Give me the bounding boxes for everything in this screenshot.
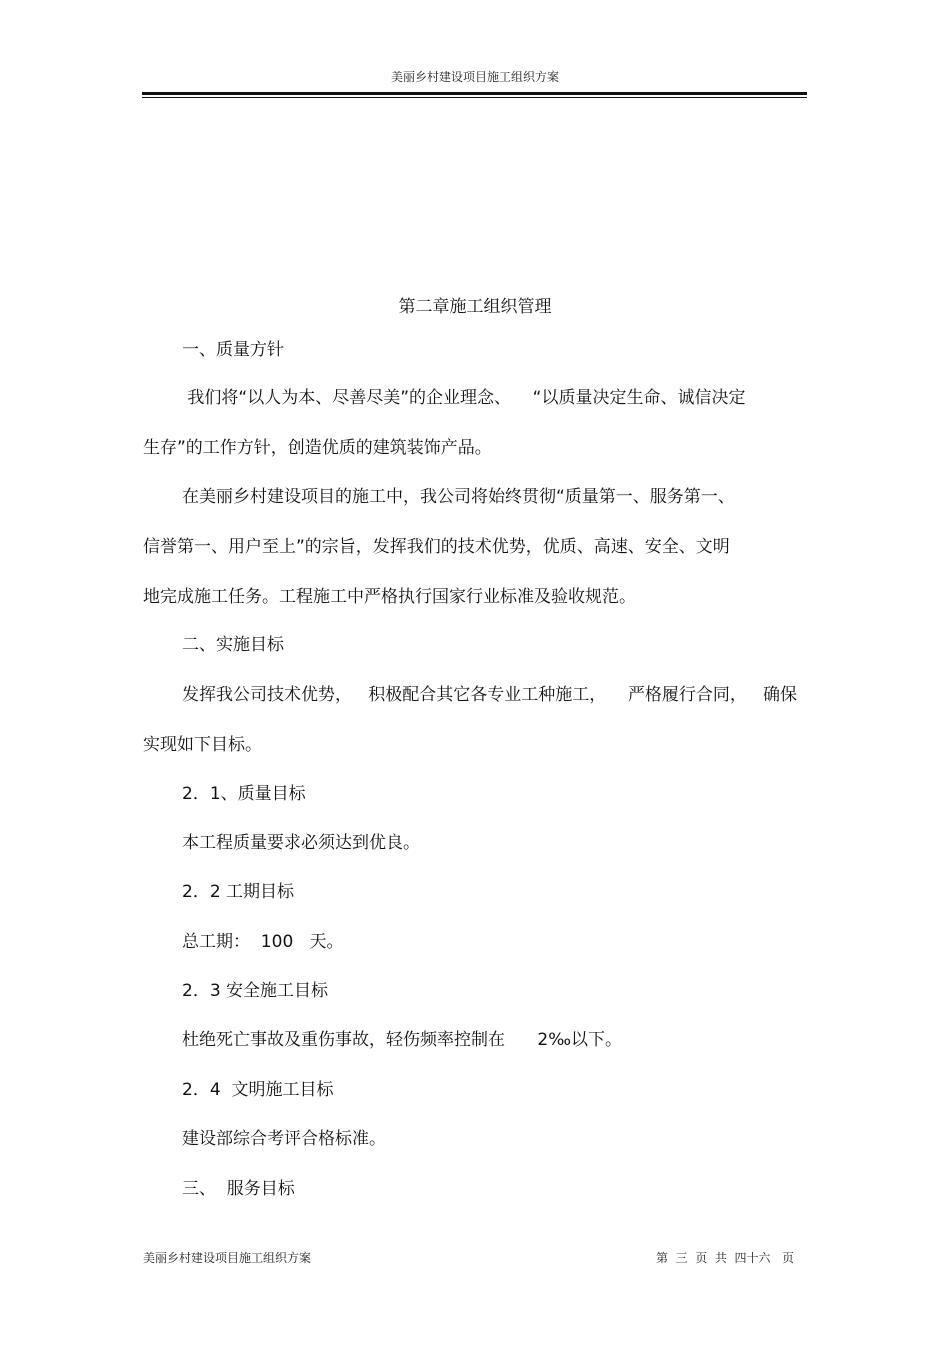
schedule-goal-heading: 2．2 工期目标 xyxy=(182,882,295,902)
civilized-goal-heading: 2．4 文明施工目标 xyxy=(182,1080,334,1100)
safety-goal-text: 杜绝死亡事故及重伤事故，轻伤频率控制在 2‰以下。 xyxy=(182,1030,623,1050)
page-number: 第 三 页 共 四十六 页 xyxy=(656,1251,794,1265)
paragraph-line: 实现如下目标。 xyxy=(143,735,262,755)
civilized-goal-text: 建设部综合考评合格标准。 xyxy=(182,1129,386,1149)
service-goal-heading: 三、 服务目标 xyxy=(182,1179,295,1199)
chapter-title: 第二章施工组织管理 xyxy=(398,297,552,317)
quality-goal-heading: 2．1、质量目标 xyxy=(182,784,306,804)
paragraph-line: 地完成施工任务。工程施工中严格执行国家行业标准及验收规范。 xyxy=(143,587,636,607)
quality-goal-text: 本工程质量要求必须达到优良。 xyxy=(182,833,420,853)
paragraph-line: 信誉第一、用户至上”的宗旨，发挥我们的技术优势，优质、高速、安全、文明 xyxy=(143,537,730,557)
header-rule-thin xyxy=(142,97,807,98)
paragraph-line: 生存”的工作方针，创造优质的建筑装饰产品。 xyxy=(143,438,492,458)
safety-goal-heading: 2．3 安全施工目标 xyxy=(182,981,329,1001)
implementation-goal-heading: 二、实施目标 xyxy=(182,635,284,655)
header-title: 美丽乡村建设项目施工组织方案 xyxy=(390,70,559,84)
footer-title: 美丽乡村建设项目施工组织方案 xyxy=(143,1251,312,1265)
paragraph-line: 发挥我公司技术优势， 积极配合其它各专业工种施工， 严格履行合同， 确保 xyxy=(182,685,798,705)
quality-policy-heading: 一、质量方针 xyxy=(182,340,284,360)
paragraph-line: 在美丽乡村建设项目的施工中，我公司将始终贯彻“质量第一、服务第一、 xyxy=(182,487,735,507)
schedule-goal-text: 总工期： 100 天。 xyxy=(182,932,344,952)
paragraph-line: 我们将“以人为本、尽善尽美”的企业理念、 “以质量决定生命、诚信决定 xyxy=(182,388,746,408)
header-rule-thick xyxy=(142,92,807,95)
